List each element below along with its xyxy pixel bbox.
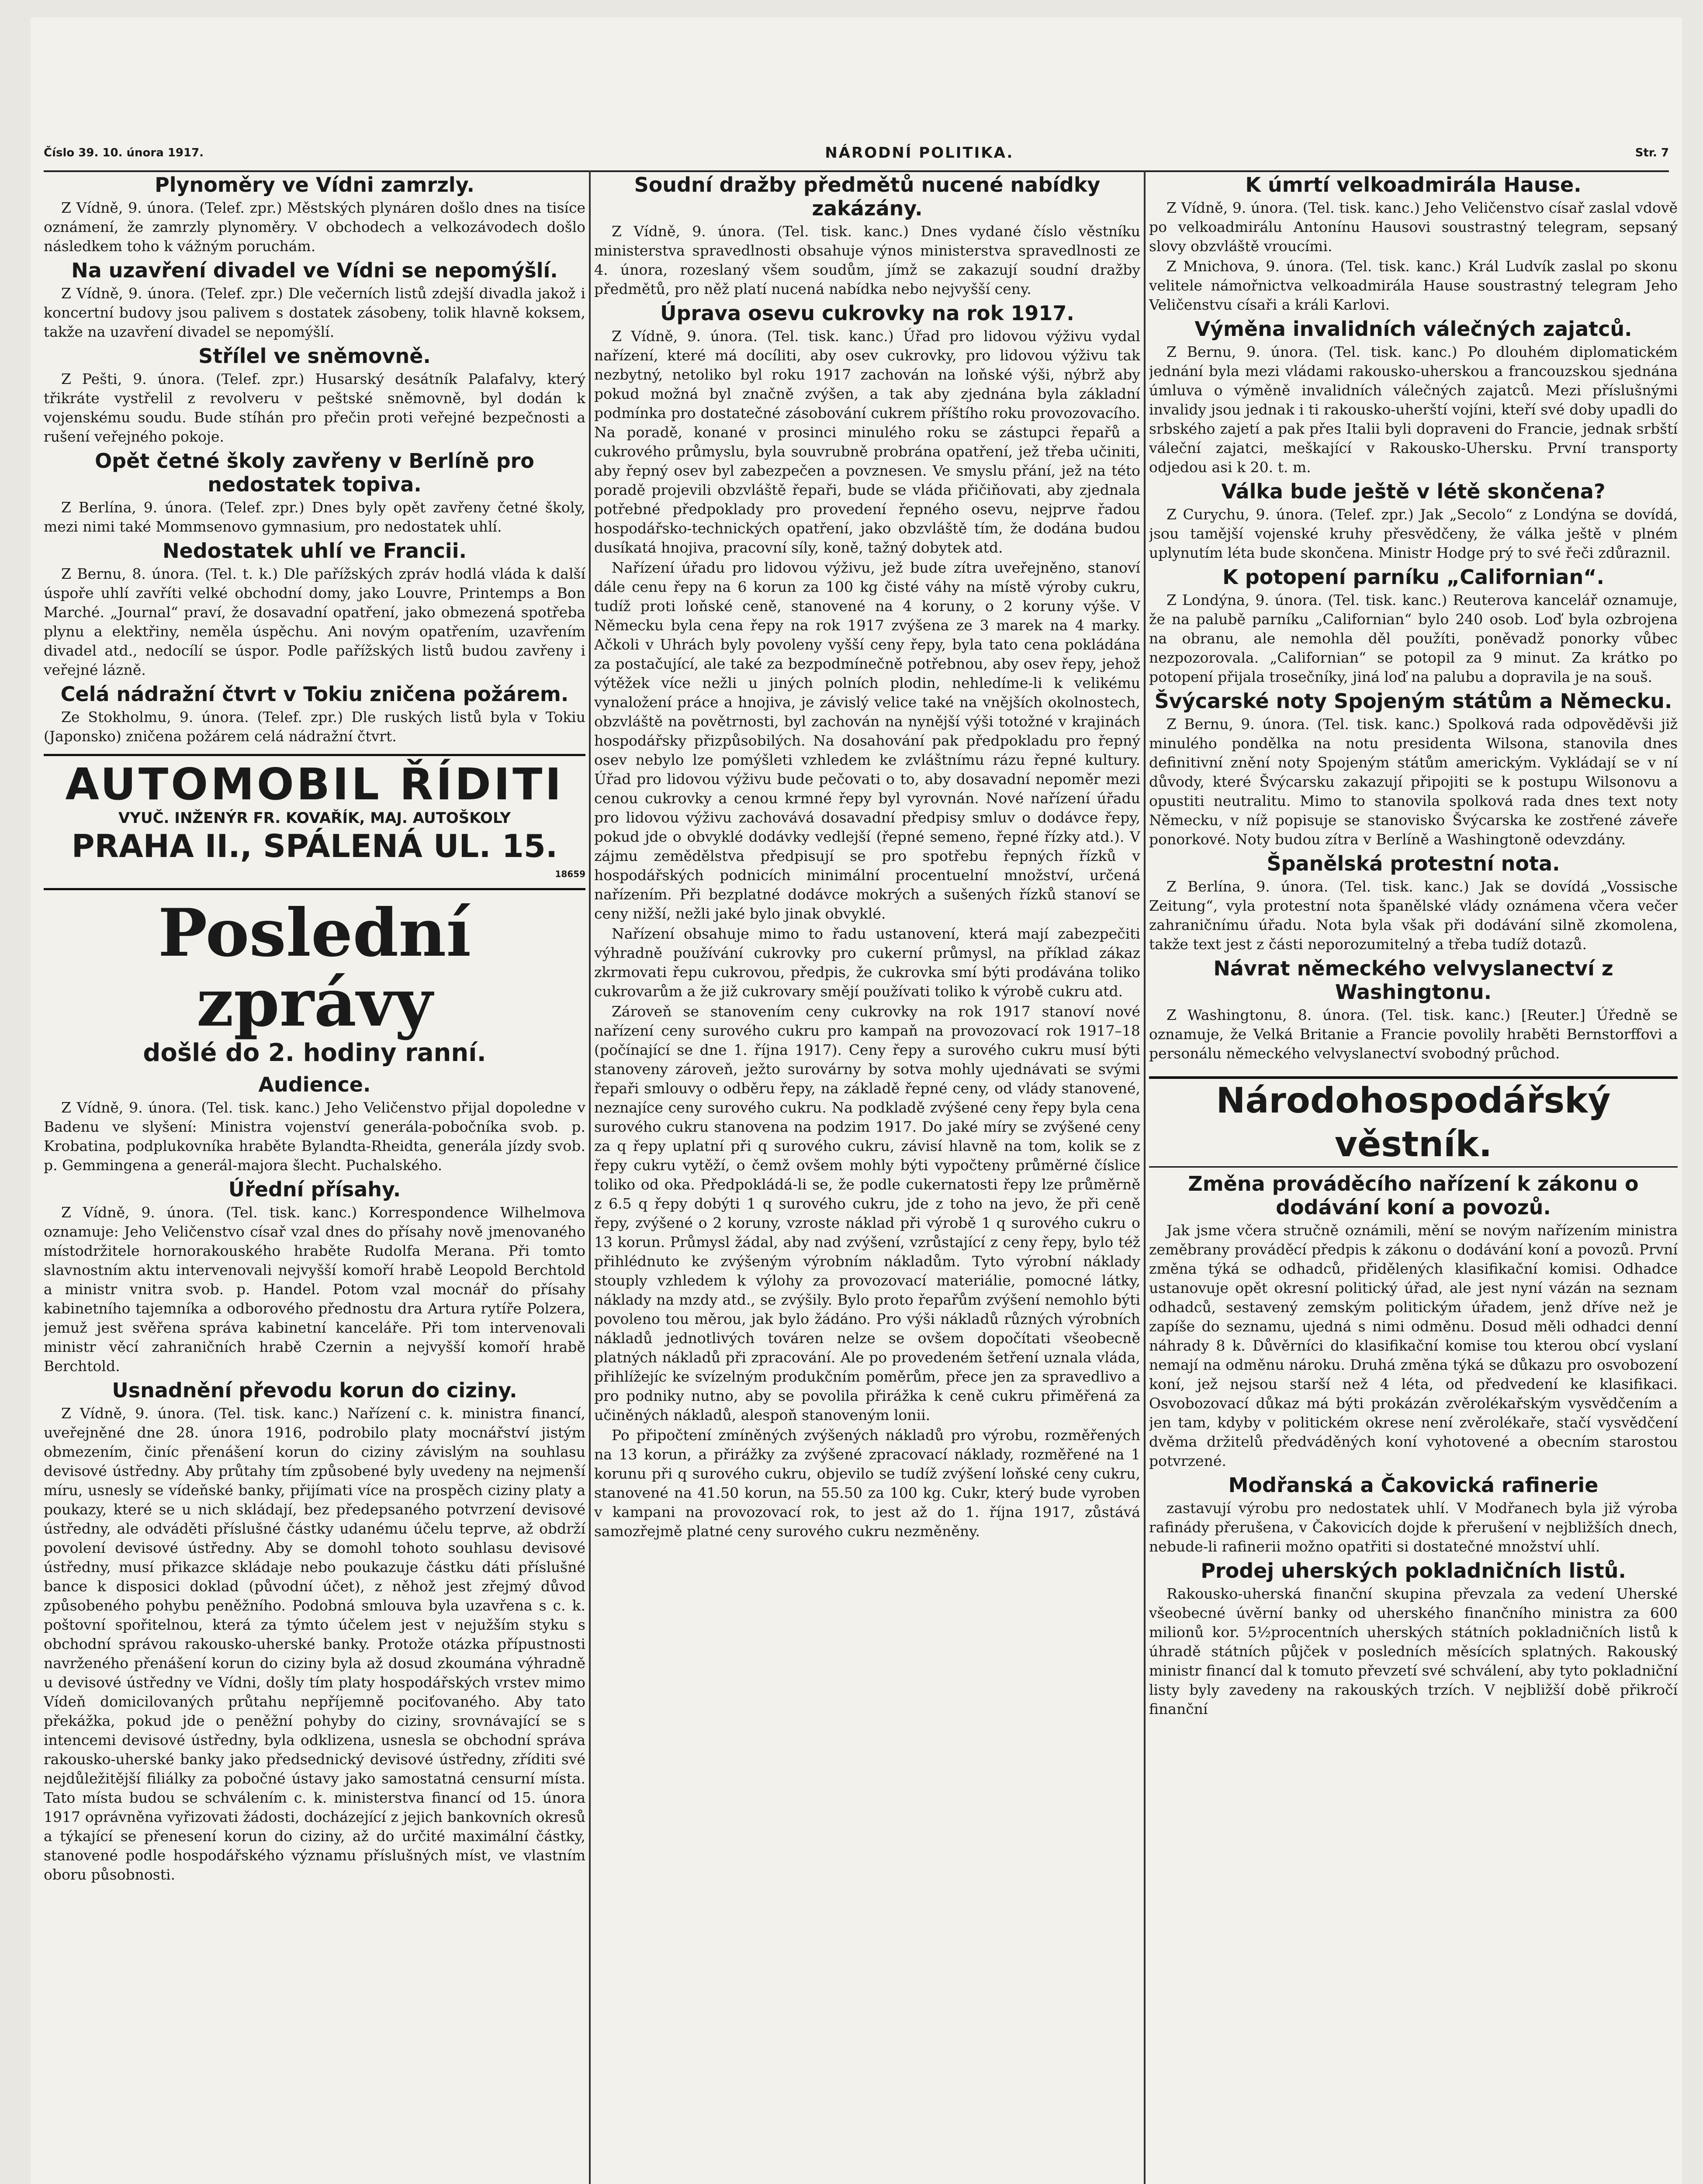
article-headline: Plynoměry ve Vídni zamrzly.: [155, 173, 474, 197]
article: [44, 1178, 585, 1376]
article-headline: Střílel ve sněmovně.: [198, 344, 431, 368]
article: [44, 1073, 585, 1175]
newspaper-page: [31, 17, 1682, 2184]
ad-title: AUTOMOBIL ŘÍDITI: [65, 759, 564, 810]
article-headline: Švýcarské noty Spojeným státům a Německu.: [1154, 689, 1672, 713]
article: [44, 173, 585, 256]
article-paragraph: Rakousko-uherská finanční skupina převzala za vedení Uherské všeobecné úvěrní banky od uherského finančního ministra za 600 milionů kor. 5½procentních uherských státních pokladničních listů k úhradě státních půjček v posledních měsících splatných. Rakouský ministr financí dal k tomuto převzetí své schválení, aby tyto pokladniční listy byly zavedeny na rakouských trzích. V nejbližší době přikročí finanční: [1149, 1585, 1678, 1717]
article-paragraph: Z Vídně, 9. února. (Tel. tisk. kanc.) Jeho Veličenstvo přijal dopoledne v Badenu ve slyšení: Ministra vojenství generála-pobočníka svob. p. Krobatina, podplukovníka hraběte Bylandta-Rheidta, generála jízdy svob. p. Gemmingena a generál-majora šlecht. Puchalského.: [44, 1099, 585, 1174]
column-2: [594, 170, 1140, 2184]
article-paragraph: Z Bernu, 9. února. (Tel. tisk. kanc.) Po dlouhém diplomatickém jednání byla mezi vládami rakousko-uherskou a francouzskou sjednána úmluva o výměně invalidních válečných zajatců. Mezi příslušnými invalidy jsou jednak i ti rakousko-uherští vojíni, kteří své doby upadli do srbského zajetí a pak přes Italii byli dopraveni do Francie, jednak srbští váleční zajatci, meškající v Rakousko-Uhersku. První transporty odjedou asi k 20. t. m.: [1149, 343, 1678, 476]
article: [1149, 852, 1678, 954]
article-headline: Změna prováděcího nařízení k zákonu o dodávání koní a povozů.: [1188, 1172, 1639, 1219]
article-paragraph: Z Bernu, 8. února. (Tel. t. k.) Dle pařížských zpráv hodlá vláda k další úspoře uhlí zavříti velké obchodní domy, jako Louvre, Printemps a Bon Marché. „Journal“ praví, že dosavadní opatření, jako obmezená spotřeba plynu a elektřiny, neměla úspěchu. Ani novým opatřením, uzavřením divadel atd., nedocílí se úspor. Podle pařížských listů budou zavřeny i veřejné lázně.: [44, 565, 585, 678]
article-paragraph: Z Curychu, 9. února. (Telef. zpr.) Jak „Secolo“ z Londýna se dovídá, jsou tamější vojenské kruhy přesvědčeny, že válka ještě v plném uplynutím léta bude skončena. Ministr Hodge prý to své řeči zdůraznil.: [1149, 506, 1678, 561]
article: [44, 1379, 585, 1884]
article-paragraph: Z Bernu, 9. února. (Tel. tisk. kanc.) Spolková rada odpověděvši již minulého pondělka na notu presidenta Wilsona, stanovila dnes definitivní znění noty Spojeným státům americkým. Vykládají se v ní důvody, které Švýcarsku zakazují připojiti se k postupu Wilsonovu a opustiti neutralitu. Mimo to stanovila spolková rada dnes text noty Německu, v níž popisuje se stanovisko Švýcarska ke zostřené záveře ponorkové. Noty budou zítra v Berlíně a Washingtoně odevzdány.: [1149, 715, 1678, 848]
driving-school-ad: [44, 754, 585, 890]
ad-address: PRAHA II., SPÁLENÁ UL. 15.: [71, 828, 558, 864]
column-3-news: [1149, 173, 1678, 1063]
column-1-news: [44, 173, 585, 746]
article-paragraph: Z Berlína, 9. února. (Tel. tisk. kanc.) Jak se dovídá „Vossische Zeitung“, vyla protestní nota španělské vlády oznámena včera večer zahraničnímu úřadu. Nota byla však při dodávání silně zkomolena, takže text jest z části neporozumitelný a třeba tudíž dotazů.: [1149, 878, 1678, 953]
article: [594, 173, 1140, 299]
article-paragraph: Z Vídně, 9. února. (Tel. tisk. kanc.) Korrespondence Wilhelmova oznamuje: Jeho Veličenstvo císař vzal dnes do přísahy nově jmenovaného místodržitele hornorakouského hraběte Rudolfa Merana. Při tomto slavnostním aktu intervenovali nejvyšší komoří hrabě Leopold Berchtold a ministr vnitra svob. p. Handel. Potom vzal mocnář do přísahy kabinetního tajemníka a odborového přednostu dra Artura rytíře Polzera, jemuž jest svěřena správa kabinetní kanceláře. Při tom intervenovali ministr věcí zahraničních hrabě Czernin a nejvyšší komoří hrabě Berchtold.: [44, 1204, 585, 1375]
article-headline: Španělská protestní nota.: [1267, 852, 1560, 875]
article-paragraph: Z Vídně, 9. února. (Tel. tisk. kanc.) Jeho Veličenstvo císař zaslal vdově po velkoadmirálu Antonínu Hausovi soustrastný telegram, sepsaný slovy obzvláště vroucími.: [1149, 199, 1678, 255]
column-2-news: [594, 173, 1140, 1541]
article: [1149, 565, 1678, 687]
article: [1149, 1559, 1678, 1719]
article-paragraph: Z Washingtonu, 8. února. (Tel. tisk. kanc.) [Reuter.] Úředně se oznamuje, že Velká Britanie a Francie povolily hraběti Bernstorffovi a personálu německého velvyslanectví svobodný průchod.: [1149, 1006, 1678, 1062]
article: [44, 539, 585, 680]
article-headline: Na uzavření divadel ve Vídni se nepomýšlí.: [71, 259, 558, 282]
issue-date: Číslo 39. 10. února 1917.: [44, 146, 204, 159]
article-headline: Výměna invalidních válečných zajatců.: [1194, 317, 1632, 341]
column-3-economic: [1149, 1172, 1678, 1719]
article-paragraph: Zároveň se stanovením ceny cukrovky na rok 1917 stanoví nové nařízení ceny surového cukru pro kampaň na provozovací rok 1917–18 (počínající se dne 1. října 1917). Ceny řepy a surového cukru musí býti stanoveny zároveň, ježto surovárny by sotva mohly ujednávati se svými řepaři smlouvy o odběru řepy, na základě řepné ceny, od vlády stanovené, neznajíce ceny surového cukru. Na podkladě zvýšené ceny řepy byla cena surového cukru stanovena na podzim 1917. Do jaké míry se zvýšené ceny za q řepy uplatní při q surového cukru, závisí hlavně na tom, kolik se z řepy cukru vytěží, o čemž ovšem mohly býti vypočteny průměrné číslice toliko od oka. Předpokládá-li se, že podle cukernatosti řepy lze průměrně z 6.5 q řepy dobýti 1 q surového cukru, jde z toho na jevo, že při ceně řepy, zvýšené o 2 koruny, vzroste náklad při výrobě 1 q surového cukru o 13 korun. Průmysl žádal, aby nad zvýšení, vzrůstající z ceny řepy, bylo též přihlédnuto ke zvýšeným výrobním nákladům. Tyto výrobní náklady stouply vzhledem k výlohy za provozovací materiálie, pomocné látky, náklady na mzdy atd., se zvýšily. Bylo proto řepařům zvýšení nemohlo býti povoleno tou měrou, jak bylo žádáno. Pro výši nákladů různých výrobních nákladů jednotlivých továren nelze se ovšem dopočítati všeobecně platných nákladů při zpracování. Ale po provedeném šetření uznala vláda, přihlížejíc ke svízelným produkčním poměrům, přece jen za spravedlivo a pro podniky nutno, aby se povolila přirážka k ceně cukru přiměřená za učiněných nákladů, alespoň stanoveným lonii.: [594, 1003, 1140, 1424]
page-number: Str. 7: [1635, 146, 1669, 159]
article: [44, 449, 585, 536]
article: [44, 344, 585, 446]
article-headline: K potopení parníku „Californian“.: [1222, 565, 1604, 589]
article-paragraph: Z Pešti, 9. února. (Telef. zpr.) Husarský desátník Palafalvy, který třikráte vystřelil z revolveru v peštské sněmovně, byl dodán k vojenskému soudu. Bude stíhán pro přečin proti veřejné bezpečnosti a rušení veřejného pokoje.: [44, 370, 585, 445]
column-1: [44, 170, 585, 2184]
article: [1149, 1473, 1678, 1556]
column-3: [1149, 170, 1678, 2184]
article: [1149, 1172, 1678, 1471]
article-paragraph: Po připočtení zmíněných zvýšených nákladů pro výrobu, rozměřených na 13 korun, a přirážky za zvýšené zpracovací náklady, rozměřené na 1 korunu při q surového cukru, objevilo se tudíž zvýšení loňské ceny cukru, stanovené na 41.50 korun, na 55.50 za 100 kg. Cukr, který bude vyroben v kampani na provozovací rok, to jest až do 1. října 1917, zůstává samozřejmě platné ceny surového cukru nezměněny.: [594, 1427, 1140, 1540]
article-headline: Úřední přísahy.: [228, 1178, 401, 1201]
article-headline: Usnadnění převodu korun do ciziny.: [112, 1379, 517, 1402]
article-paragraph: Z Vídně, 9. února. (Tel. tisk. kanc.) Nařízení c. k. ministra financí, uveřejněné dne 28. února 1916, podrobilo platy mocnářství jistým obmezením, činíc přenášení korun do ciziny závislým na souhlasu devisové ústředny. Aby průtahy tím způsobené byly uvedeny na nejmenší míru, usnesly se vídeňské banky, přijímati více na prospěch ciziny platy a poukazy, které se u nich skládají, bez předepsaného potvrzení devisové ústředny, ale odváděti příslušné částky udanému účelu teprve, až obdrží povolení devisové ústředny. Aby se domohl tohoto souhlasu devisové ústředny, musí přikazce skládaje nebo poukazuje částku dáti příslušné bance k disposici doklad (původní účet), z něhož jest zřejmý důvod způsobeného pohybu peněžního. Podobná smlouva byla uzavřena s c. k. poštovní spořitelnou, která za týmto účelem jest v nejužším styku s obchodní správou rakousko-uherské banky. Protože otázka přípustnosti navrženého přenášení korun do ciziny byla až dosud zkoumána výhradně u devisové ústředny ve Vídni, došly tím platy hospodářských vrstev mimo Vídeň domicilovaných průtahu nepříjemně pociťovaného. Aby tato překážka, pokud jde o peněžní pohyby do ciziny, srovnávající se s intencemi devisové ústředny, byla odklizena, usnesla se obchodní správa rakousko-uherské banky jako předsednický devisové ústředny, zříditi své nejdůležitější filiálky za pobočné ústavy jako samostatná censurní místa. Tato místa budou se schválením c. k. ministerstva financí od 15. února 1917 oprávněna vyřizovati žádosti, docházející z jejich bankovních okresů a týkající se přenesení korun do ciziny, až do určité maximální částky, stanovené podle hospodářského významu příslušných míst, ve vlastním oboru působnosti.: [44, 1405, 585, 1883]
article-paragraph: Z Vídně, 9. února. (Tel. tisk. kanc.) Dnes vydané číslo věstníku ministerstva spravedlnosti obsahuje výnos ministerstva spravedlnosti ze 4. února, rozeslaný všem soudům, jímž se zakazují soudní dražby předmětů, pro něž platí nucená nabídka nebo nejvyšší ceny.: [594, 223, 1140, 297]
article-headline: Soudní dražby předmětů nucené nabídky zakázány.: [634, 173, 1101, 220]
article-paragraph: Z Vídně, 9. února. (Telef. zpr.) Dle večerních listů zdejší divadla jakož i koncertní budovy jsou palivem s dostatek zásobeny, tolik hlavně koksem, takže na uzavření divadel se nepomýšlí.: [44, 285, 585, 340]
article-paragraph: Jak jsme včera stručně oznámili, mění se novým nařízením ministra zeměbrany prováděcí předpis k zákonu o dodávání koní a povozů. První změna týká se odhadců, přidělených klasifikační komisi. Odhadce ustanovuje opět okresní politický úřad, ale jest nyní vázán na seznam odhadců, sestavený zemským politickým úřadem, jenž dříve než je zapíše do seznamu, ujedná s nimi odměnu. Dosud měli odhadci denní náhrady 8 k. Důvěrníci do klasifikační komise tou kterou obcí vyslaní nemají na odměnu nároku. Druhá změna týká se důkazu pro osvobození koní, jež nejsou starší než 4 léta, od předvedení ke klasifikaci. Osvobozovací důkaz má býti prokázán zvěrolékařským vysvědčením a jen tam, kdyby v politickém okrese není zvěrolékaře, stačí vysvědčení dvěma držitelů předváděných koní vyhotovené a obecním starostou potvrzené.: [1149, 1222, 1678, 1469]
article-paragraph: Z Mnichova, 9. února. (Tel. tisk. kanc.) Král Ludvík zaslal po skonu velitele námořnictva velkoadmirála Hause soustrastný telegram Jeho Veličenstvu císaři a králi Karlovi.: [1149, 258, 1678, 313]
article-headline: Válka bude ještě v létě skončena?: [1221, 480, 1606, 503]
article-paragraph: Z Vídně, 9. února. (Telef. zpr.) Městských plynáren došlo dnes na tisíce oznámení, že zamrzly plynoměry. V obchodech a velkozávodech došlo následkem toho k vážným poruchám.: [44, 199, 585, 255]
article-headline: Celá nádražní čtvrt v Tokiu zničena požárem.: [60, 682, 569, 706]
article-paragraph: Z Vídně, 9. února. (Tel. tisk. kanc.) Úřad pro lidovou výživu vydal nařízení, které má docíliti, aby osev cukrovky, pro lidovou výživu tak nezbytný, netoliko byl roku 1917 zachován na loňské výši, nýbrž aby pokud možná byl značně zvýšen, a tak aby zjednána byla základní podmínka pro dostatečné zásobování cukrem příštího roku provozovacího. Na poradě, konané v prosinci minulého roku se zástupci řepařů a cukrového průmyslu, byla souvrubně probrána opatření, jež třeba učiniti, aby řepný osev byl zabezpečen a povznesen. Ve smyslu přání, jež na této poradě projevili obzvláště řepaři, bude se vláda přičiňovati, aby zjednala potřebné předpoklady pro provedení řepného osevu, nejprve řadou hospodářsko-technických opatření, jako obzvláště tím, že dodána budou dusíkatá hnojiva, pracovní síly, koně, tažný dobytek atd.: [594, 328, 1140, 556]
masthead: NÁRODNÍ POLITIKA.: [825, 144, 1014, 162]
article-headline: Nedostatek uhlí ve Francii.: [163, 539, 467, 563]
latest-news-headline: Poslední zprávy: [158, 895, 471, 1041]
article: [1149, 173, 1678, 314]
article: [1149, 689, 1678, 849]
article: [44, 259, 585, 342]
article-headline: Prodej uherských pokladničních listů.: [1201, 1559, 1626, 1583]
article: [1149, 957, 1678, 1063]
article-headline: K úmrtí velkoadmirála Hause.: [1245, 173, 1582, 197]
ad-line: VYUČ. INŽENÝR FR. KOVAŘÍK, MAJ. AUTOŠKOLY: [118, 809, 511, 827]
article: [1149, 317, 1678, 477]
article-paragraph: Z Berlína, 9. února. (Telef. zpr.) Dnes byly opět zavřeny četné školy, mezi nimi také Mommsenovo gymnasium, pro nedostatek uhlí.: [44, 499, 585, 535]
article: [1149, 480, 1678, 563]
ad-number: 18659: [555, 869, 585, 879]
article-paragraph: Nařízení úřadu pro lidovou výživu, jež bude zítra uveřejněno, stanoví dále cenu řepy na 6 korun za 100 kg čisté váhy na místě výroby cukru, tudíž proti loňské ceně, stanovené na 4 koruny, o 2 koruny výše. V Německu byla cena řepy na rok 1917 zvýšena ze 3 marek na 4 marky. Ačkoli v Uhrách byly povoleny vyšší ceny řepy, byla tato cena pokládána za postačující, ale také za bezpodmínečně potřebnou, aby osev řepy, jehož výtěžek více nežli u jiných polních plodin, nehledíme-li k velikému vynaložení práce a hnojiva, je závislý velice také na vnějších okolnostech, obzvláště na povětrnosti, byl zachován na nynější výši totožné v krajinách hospodářsky přizpůsobilých. Na dosahování pak předpokladu pro řepný osev nebylo lze pomýšleti vzhledem ke zvláštnímu rázu řepné kultury. Úřad pro lidovou výživu bude pečovati o to, aby dosavadní nepoměr mezi cenou cukrovky a cenou krmné řepy byl vyrovnán. Nové nařízení úřadu pro lidovou výživu zachovává dosavadní předpisy smluv o dodávce řepy, pokud jde o obvyklé dodávky vedlejší (řepné semeno, řepné řízky atd.). V zájmu zemědělstva předpisují se pro spotřebu řepných řízků v hospodářských podnicích minimální procentuelní množství, určená nařízením. Při bezplatné dodávce mokrých a sušených řízků stanoví se ceny nižší, nežli jaké bylo jinak obvyklé.: [594, 559, 1140, 922]
article-headline: Modřanská a Čakovická rafinerie: [1228, 1473, 1599, 1497]
article-headline: Opět četné školy zavřeny v Berlíně pro nedostatek topiva.: [95, 449, 534, 496]
column-rule: [1144, 170, 1146, 2184]
column-1-latest: [44, 1073, 585, 1884]
article-paragraph: Nařízení obsahuje mimo to řadu ustanovení, která mají zabezpečiti výhradně používání cukrovky pro cukerní průmysl, na příklad zákaz zkrmovati řepu cukrovou, předpis, že cukrovka smí býti prodávána toliko cukrovarům a že již cukrovary smějí používati toliko k výrobě cukru atd.: [594, 925, 1140, 1000]
article-paragraph: Z Londýna, 9. února. (Tel. tisk. kanc.) Reuterova kancelář oznamuje, že na palubě parníku „Californian“ bylo 240 osob. Loď byla ozbrojena na obranu, ale nemohla děl použíti, poněvadž ponorky vůbec nezpozorovala. „Californian“ se potopil za 9 minut. Za krátko po potopení přijala trosečníky, jiná loď na palubu a dopravila je na souš.: [1149, 591, 1678, 685]
article-headline: Audience.: [258, 1073, 371, 1096]
economic-section-title: Národohospodářský věstník.: [1149, 1076, 1678, 1168]
article-headline: Úprava osevu cukrovky na rok 1917.: [660, 301, 1074, 325]
latest-news-subhead: došlé do 2. hodiny ranní.: [143, 1039, 486, 1067]
article-paragraph: Ze Stokholmu, 9. února. (Telef. zpr.) Dle ruských listů byla v Tokiu (Japonsko) zničena požárem celá nádražní čtvrt.: [44, 708, 585, 745]
page-header: [44, 135, 1669, 172]
column-rule: [589, 170, 591, 2184]
article-headline: Návrat německého velvyslanectví z Washingtonu.: [1213, 957, 1613, 1004]
article: [594, 301, 1140, 1541]
article: [44, 682, 585, 746]
article-paragraph: zastavují výrobu pro nedostatek uhlí. V Modřanech byla již výroba rafinády přerušena, v Čakovicích dojde k přerušení v nejbližších dnech, nebude-li rafinerii možno opatřiti si dostatečné množství uhlí.: [1149, 1500, 1678, 1555]
